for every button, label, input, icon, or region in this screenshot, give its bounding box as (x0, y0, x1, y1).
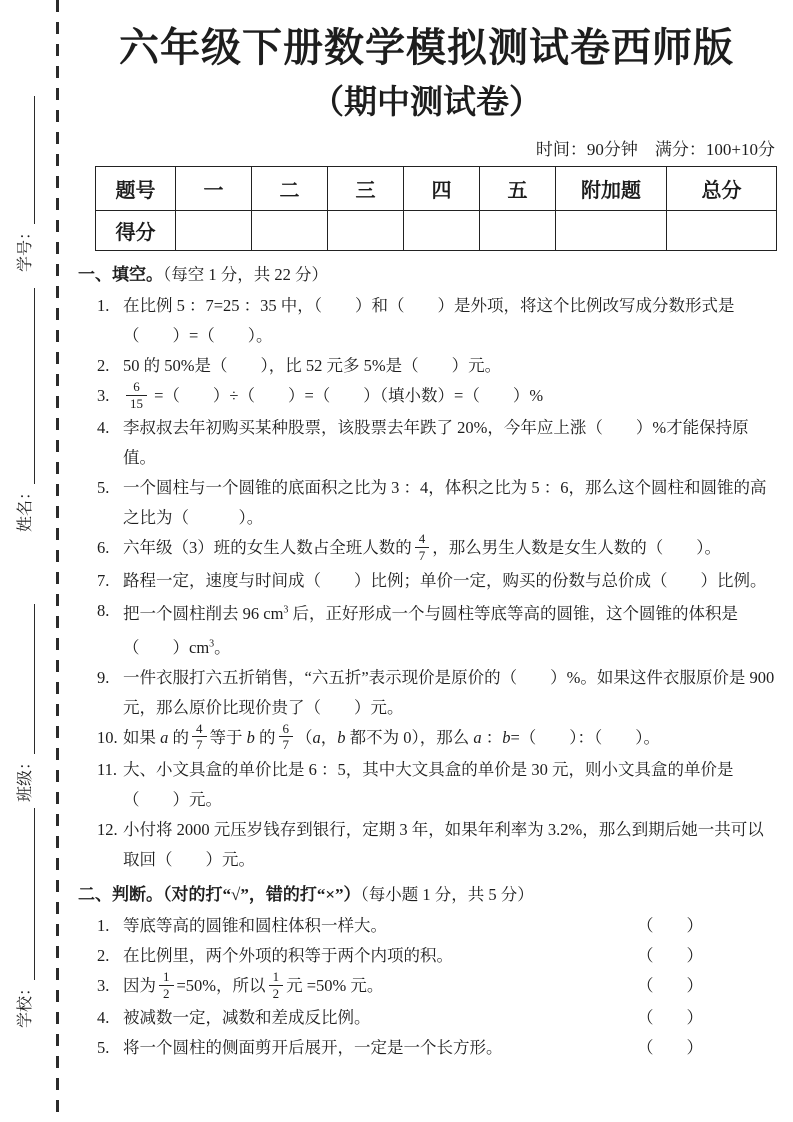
question-number: 11. (97, 759, 118, 779)
question-text: 等底等高的圆锥和圆柱体积一样大。 (123, 915, 387, 935)
margin-field-blank-line (34, 96, 35, 224)
score-table-cell: 题号 (96, 167, 176, 211)
score-table-cell: 得分 (96, 211, 176, 251)
question-2-4 (95, 1003, 775, 1033)
question-text: 小付将 2000 元压岁钱存到银行，定期 3 年，如果年利率为 3.2%，那么到期后她一共可以取回（ ）元。 (123, 819, 764, 869)
question-number: 5. (97, 478, 110, 498)
score-table-cell (404, 211, 480, 251)
margin-field-label: 学校： (17, 979, 34, 1028)
section-2 (78, 881, 775, 1063)
question-number: 10. (97, 727, 118, 747)
question-number: 6. (97, 538, 110, 558)
question-text: 一件衣服打六五折销售，“六五折”表示现价是原价的（ ）%。如果这件衣服原价是 900 元，那么原价比现价贵了（ ）元。 (123, 667, 775, 717)
fraction: $\frac{1}{2}$ (159, 969, 174, 1001)
question-number: 4. (97, 418, 110, 438)
question-number: 3. (97, 386, 110, 405)
margin-field-3 (13, 604, 39, 802)
score-table-cell (556, 211, 667, 251)
question-number: 7. (97, 570, 110, 590)
question-1-8 (95, 596, 775, 663)
question-2-2 (95, 941, 775, 971)
question-number: 1. (97, 915, 110, 935)
margin-field-label: 学号： (17, 223, 34, 272)
margin-field-blank-line (34, 604, 35, 754)
margin-field-blank-line (34, 808, 35, 980)
question-text: 在比例里，两个外项的积等于两个内项的积。 (123, 945, 453, 965)
question-text: 因为 $\frac{1}{2}$ =50%，所以 $\frac{1}{2}$ 元 =50% 元。 (123, 969, 384, 1001)
question-number: 1. (97, 296, 110, 315)
question-number: 8. (97, 600, 110, 620)
score-table-cell (176, 211, 252, 251)
answer-bracket: （ ） (637, 915, 703, 935)
score-table-cell: 一 (176, 167, 252, 211)
section-title: 二、判断。（对的打“√”，错的打“×”） (78, 884, 361, 904)
score-table-cell: 附加题 (556, 167, 667, 211)
question-1-12 (95, 815, 775, 875)
section-1 (78, 261, 775, 875)
section-heading (78, 261, 775, 289)
seal-dashed-line (56, 0, 59, 1122)
time-score-info: 时间：90分钟 满分：100+10分 (535, 140, 775, 159)
question-sections (78, 261, 775, 1063)
question-1-10 (95, 720, 775, 755)
section-title: 一、填空。 (78, 265, 163, 284)
score-table-cell: 总分 (667, 167, 777, 211)
score-table-cell (480, 211, 556, 251)
question-1-5 (95, 473, 775, 533)
fraction: $\frac{6}{7}$ (279, 721, 294, 753)
score-table-score-row (96, 211, 777, 251)
question-text: 路程一定，速度与时间成（ ）比例；单价一定，购买的份数与总价成（ ）比例。 (123, 570, 767, 590)
margin-field-1 (13, 96, 39, 272)
question-number: 9. (97, 667, 110, 687)
score-table-cell (328, 211, 404, 251)
paper-subtitle: （期中测试卷） (311, 85, 542, 121)
question-number: 2. (97, 945, 110, 965)
question-text: 将一个圆柱的侧面剪开后展开，一定是一个长方形。 (123, 1038, 503, 1058)
question-number: 2. (97, 356, 110, 375)
section-heading (78, 881, 775, 909)
score-table-cell (252, 211, 328, 251)
answer-bracket: （ ） (637, 975, 703, 995)
question-1-7 (95, 566, 775, 596)
score-table (95, 166, 777, 251)
score-table-header-row (96, 167, 777, 211)
question-number: 3. (97, 975, 110, 995)
margin-field-2 (13, 288, 39, 532)
question-text: 李叔叔去年初购买某种股票，该股票去年跌了 20%，今年应上涨（ ）%才能保持原值。 (123, 418, 749, 468)
paper-content (78, 0, 775, 1063)
question-2-3 (95, 971, 775, 1003)
question-1-1 (95, 291, 775, 351)
question-number: 12. (97, 819, 118, 839)
fraction: $\frac{6}{15}$ (126, 379, 147, 411)
question-1-3 (95, 381, 775, 413)
answer-bracket: （ ） (637, 1038, 703, 1058)
question-1-4 (95, 413, 775, 473)
question-number: 5. (97, 1038, 110, 1058)
question-text: 在比例 5 ：7=25 ：35 中，（ ）和（ ）是外项，将这个比例改写成分数形式是（ ）=（ ）。 (123, 296, 735, 345)
question-text: 如果 a 的 $\frac{4}{7}$ 等于 b 的 $\frac{6}{7}$ （a，b 都不为 0），那么 a ：b=（ ）：（ ）。 (123, 720, 661, 753)
section-score-note: （每空 1 分，共 22 分） (163, 265, 328, 284)
question-text: 六年级（3）班的女生人数占全班人数的 $\frac{4}{7}$ ，那么男生人数是女生人数的（ ）。 (123, 531, 721, 564)
margin-field-label: 班级： (17, 753, 34, 802)
question-2-1 (95, 911, 775, 941)
question-1-11 (95, 755, 775, 815)
question-text: 大、小文具盒的单价比是 6 ：5，其中大文具盒的单价是 30 元，则小文具盒的单价是（ ）元。 (123, 759, 734, 809)
score-table-cell: 三 (328, 167, 404, 211)
paper-title: 六年级下册数学模拟测试卷西师版 (119, 25, 734, 70)
question-1-6 (95, 533, 775, 565)
margin-field-blank-line (34, 288, 35, 484)
answer-bracket: （ ） (637, 945, 703, 965)
fraction: $\frac{4}{7}$ (415, 531, 430, 563)
answer-bracket: （ ） (637, 1008, 703, 1028)
score-table-cell: 二 (252, 167, 328, 211)
question-text: 50 的 50%是（ ），比 52 元多 5%是（ ）元。 (123, 356, 502, 375)
question-text: 把一个圆柱削去 96 $cm^3$ 后，正好形成一个与圆柱等底等高的圆锥，这个圆锥的体积是（ ）$cm^3$。 (123, 604, 739, 657)
section-score-note: （每小题 1 分，共 5 分） (360, 884, 534, 904)
score-table-cell (667, 211, 777, 251)
question-1-2 (95, 351, 775, 381)
question-1-9 (95, 663, 775, 723)
margin-field-label: 姓名： (17, 483, 34, 532)
question-text: $\frac{6}{15}$ =（ ）÷（ ）=（ ）（填小数）=（ ）% (123, 386, 543, 405)
fraction: $\frac{4}{7}$ (192, 721, 207, 753)
score-table-cell: 五 (480, 167, 556, 211)
question-2-5 (95, 1033, 775, 1063)
question-text: 一个圆柱与一个圆锥的底面积之比为 3 ：4，体积之比为 5 ：6，那么这个圆柱和圆锥的高之比为（ ）。 (123, 478, 767, 528)
question-number: 4. (97, 1008, 110, 1028)
score-table-cell: 四 (404, 167, 480, 211)
fraction: $\frac{1}{2}$ (269, 969, 284, 1001)
question-text: 被减数一定，减数和差成反比例。 (123, 1008, 371, 1028)
margin-field-4 (13, 808, 39, 1028)
